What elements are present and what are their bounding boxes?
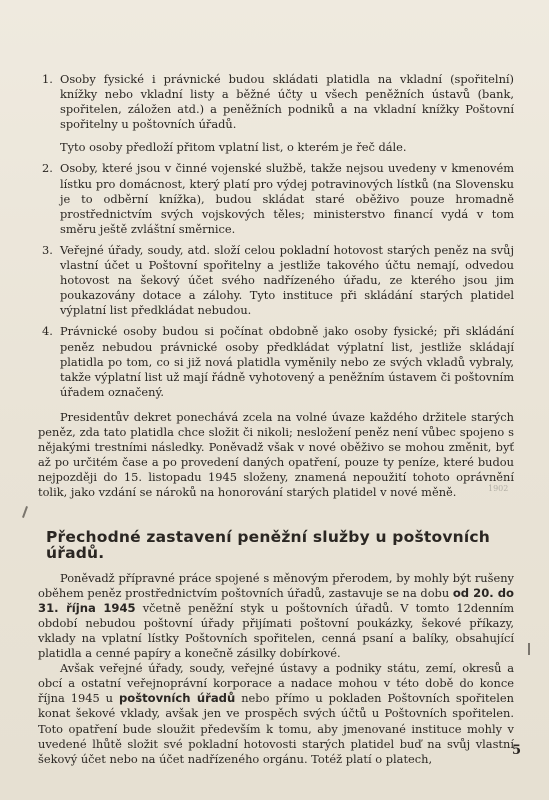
list-item-2 bbox=[38, 161, 514, 236]
paragraph-text: Avšak veřejné úřady, soudy, veřejné ústavy a podniky státu, zemí, okresů a obcí a ostatní veřejnoprávní korporace a nadace mohou v této době do konce října 1945 u bbox=[38, 661, 514, 706]
decree-paragraph: Presidentův dekret ponechává zcela na volné úvaze každého držitele starých peněz, zda tato platidla chce složit či nikoli; nesložení peněz není vůbec spojeno s nějakými trestními následky. Poněvadž však v nové oběživo se mohou změnit, byť až po určitém čase a po provedení daných opatření, pouze ty peníze, které budou nejpozději do 15. listopadu 1945 složeny, znamená nepoužití tohoto oprávnění tolik, jako vzdání se nároků na honorování starých platidel v nové měně. bbox=[38, 409, 514, 500]
paragraph-text: včetně peněžní styk u poštovních úřadů. V tomto 12denním období nebudou poštovní úřady přijímati poštovní poukázky, šekové příkazy, vklady na vplatní lístky Poštovních spořitelen, cenná psaní a balíky, obsahující platidla a cenné papíry a konečně zásilky dobírkové. bbox=[38, 600, 515, 661]
list-item-4 bbox=[38, 324, 514, 399]
item-text: Osoby fysické i právnické budou skládati platidla na vkladní (spořitelní) knížky nebo vkladní listy a běžné účty u všech peněžních ústavů (bank, spořitelen, záložen atd.) a peněžních podniků a na vkladní knížky Poštovní spořitelny u poštovních úřadů. bbox=[60, 72, 514, 132]
list-item-3 bbox=[38, 243, 514, 318]
bold-post-offices: poštovních úřadů bbox=[118, 691, 236, 706]
item-1-note: Tyto osoby předloží přitom vplatní list, o kterém je řeč dále. bbox=[60, 140, 407, 155]
faint-stamp: 1902 bbox=[488, 484, 509, 493]
item-text: Osoby, které jsou v činné vojenské službě, takže nejsou uvedeny v kmenovém lístku pro domácnost, který platí pro výdej potravinových lístků (na Slovensku je to odběrní knížka), budou skládat staré oběživo pouze hromadně prostřednictvím svých vojskových těles; ministerstvo financí vydá v tom směru ještě zvláštní směrnice. bbox=[60, 161, 514, 236]
bold-date-range: od 20. do 31. října 1945 bbox=[38, 585, 514, 615]
item-text: Právnické osoby budou si počínat obdobně jako osoby fysické; při skládání peněz nebudou právnické osoby předkládat výplatní list, jestliže skládají platidla po tom, co si již nová platidla vyměnily nebo ze svých vkladů vybraly, takže výplatní list už mají řádně vyhotovený a peněžním ústavem či poštovním úřadem označený. bbox=[60, 324, 514, 399]
paragraph-text: Poněvadž přípravné práce spojené s měnovým přerodem, by mohly být rušeny oběhem peněz prostřednictvím poštovních úřadů, zastavuje se na dobu bbox=[38, 570, 514, 600]
page-content bbox=[38, 72, 514, 767]
list-item-1 bbox=[38, 72, 514, 132]
item-number: 3. bbox=[42, 242, 53, 257]
exception-paragraph bbox=[38, 661, 514, 767]
item-text: Veřejné úřady, soudy, atd. složí celou pokladní hotovost starých peněz na svůj vlastní účet u Poštovní spořitelny a jestliže takového účtu nemají, odvedou hotovost na šekový účet svého nadřízeného úřadu, ze kterého jsou jim poukazovány dotace a zálohy. Tyto instituce při skládání starých platidel výplatní list předkládat nebudou. bbox=[60, 242, 514, 318]
margin-mark bbox=[22, 506, 28, 518]
item-number: 4. bbox=[42, 324, 53, 339]
page-number: 5 bbox=[512, 743, 522, 758]
section-heading: Přechodné zastavení peněžní služby u poštovních úřadů. bbox=[46, 528, 491, 562]
paragraph-text: nebo přímo u pokladen Poštovních spořitelen konat šekové vklady, avšak jen ve prospěch svých účtů u Poštovních spořitelen. Toto opatření bude sloužit především k tomu, aby jmenované instituce mohly v uvedené lhůtě složit své pokladní hotovosti starých platidel buď na svůj vlastní šekový účet nebo na účet nadřízeného orgánu. Totéž platí o platech, bbox=[38, 691, 515, 766]
item-number: 1. bbox=[42, 72, 53, 86]
margin-mark bbox=[528, 643, 530, 655]
transition-paragraph bbox=[38, 571, 514, 662]
item-number: 2. bbox=[42, 161, 53, 176]
